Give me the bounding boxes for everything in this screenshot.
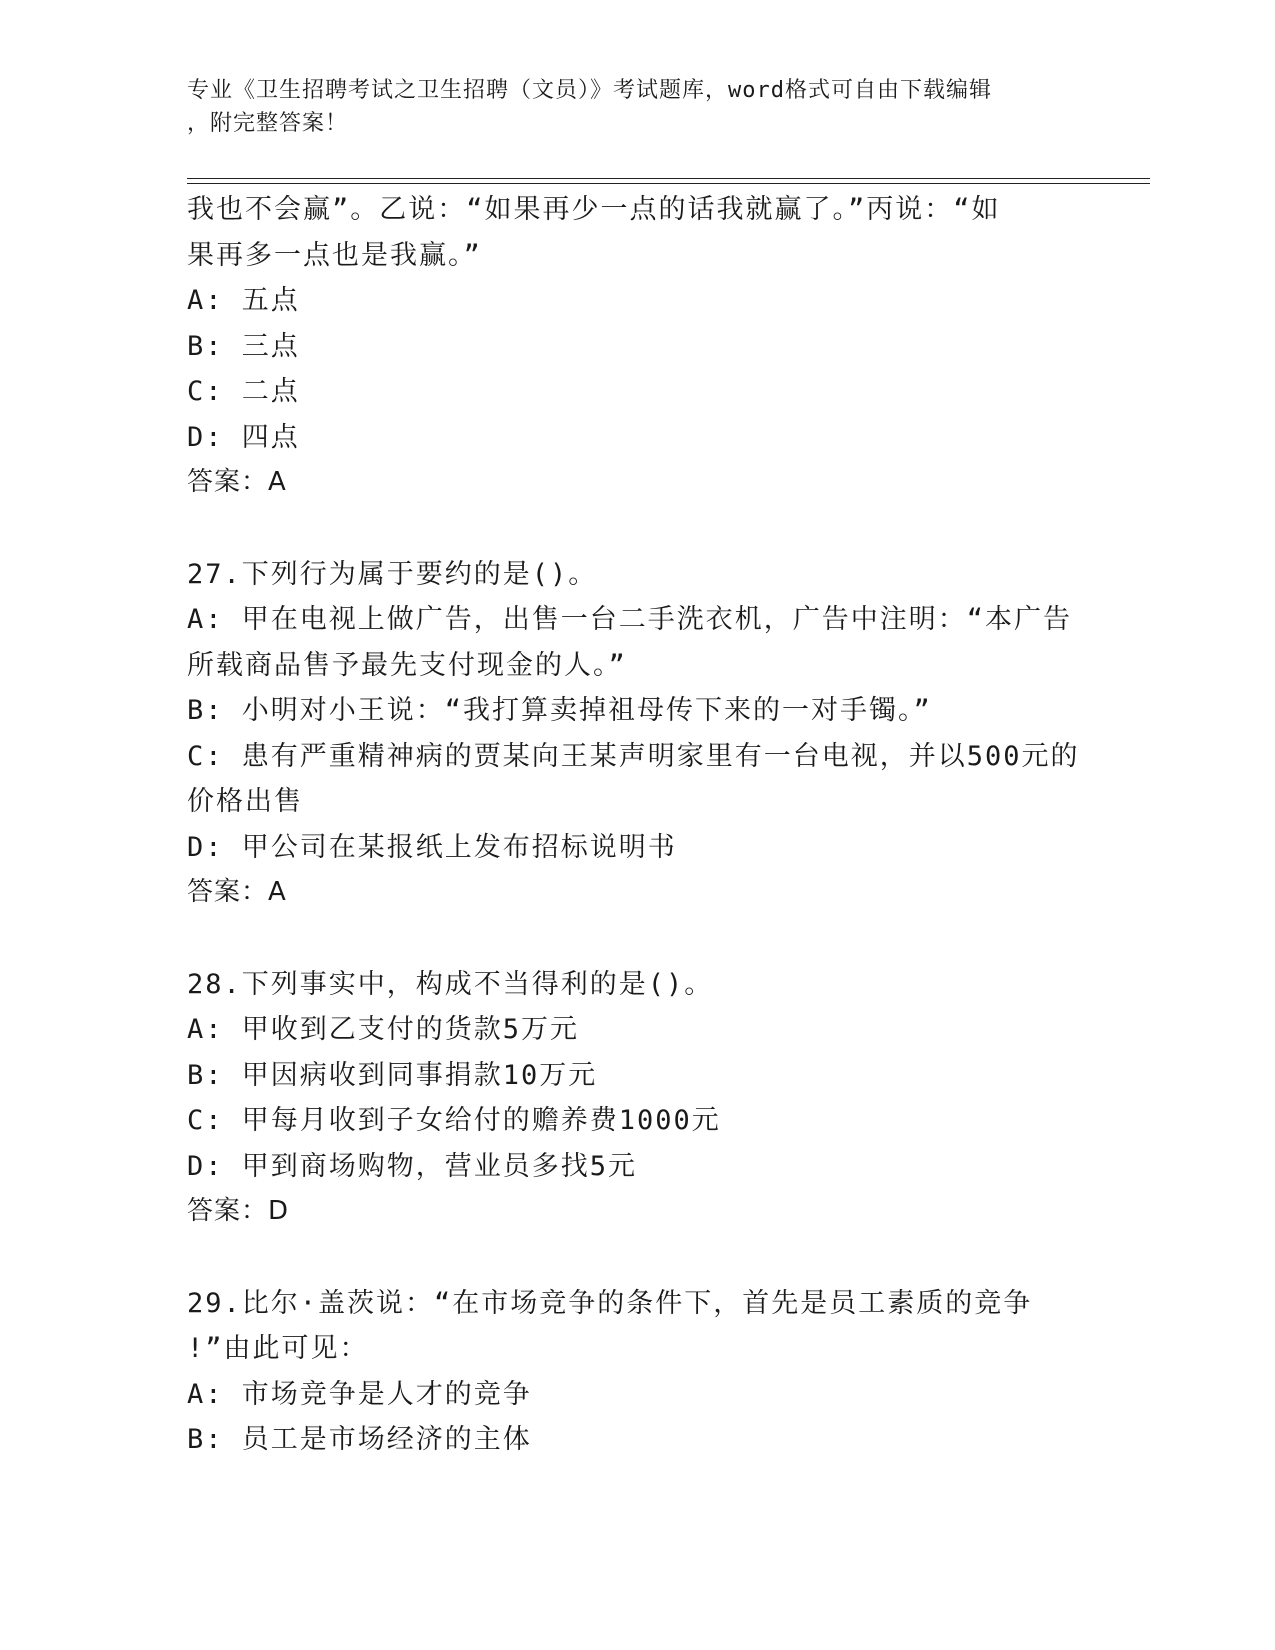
option-a-continuation: 所载商品售予最先支付现金的人。” [187, 649, 627, 681]
option-c: C: 甲每月收到子女给付的赡养费1000元 [187, 1105, 721, 1136]
question-text-line: 果再多一点也是我赢。” [187, 239, 482, 271]
question-26-continuation [187, 187, 1087, 506]
question-stem: 27.下列行为属于要约的是()。 [187, 558, 598, 590]
question-27 [187, 552, 1087, 916]
header-divider-bottom [187, 183, 1150, 184]
answer: 答案：A [187, 877, 287, 907]
option-d: D: 甲到商场购物，营业员多找5元 [187, 1150, 638, 1182]
spacer [187, 916, 1087, 962]
answer: 答案：D [187, 1196, 290, 1226]
question-28 [187, 962, 1087, 1235]
option-d: D: 甲公司在某报纸上发布招标说明书 [187, 831, 677, 863]
question-29 [187, 1281, 1087, 1463]
question-stem: 28.下列事实中，构成不当得利的是()。 [187, 968, 714, 1000]
question-stem: 29.比尔·盖茨说：“在市场竞争的条件下，首先是员工素质的竞争 [187, 1287, 1033, 1319]
question-content [187, 187, 1087, 1463]
option-b: B: 三点 [187, 330, 300, 362]
option-b: B: 小明对小王说：“我打算卖掉祖母传下来的一对手镯。” [187, 695, 932, 726]
option-a: A: 五点 [187, 285, 300, 316]
spacer [187, 1235, 1087, 1281]
option-a: A: 市场竞争是人才的竞争 [187, 1378, 532, 1410]
question-stem-continuation: !”由此可见： [187, 1333, 369, 1364]
option-d: D: 四点 [187, 421, 300, 453]
answer: 答案：A [187, 467, 287, 497]
option-a: A: 甲在电视上做广告，出售一台二手洗衣机，广告中注明：“本广告 [187, 604, 1073, 635]
document-header [187, 74, 1067, 140]
option-c: C: 患有严重精神病的贾某向王某声明家里有一台电视，并以500元的 [187, 740, 1080, 772]
question-text-line: 我也不会赢”。乙说：“如果再少一点的话我就赢了。”丙说：“如 [187, 194, 1001, 225]
option-a: A: 甲收到乙支付的货款5万元 [187, 1014, 580, 1045]
option-b: B: 员工是市场经济的主体 [187, 1424, 532, 1455]
option-c: C: 二点 [187, 376, 300, 407]
option-c-continuation: 价格出售 [187, 786, 303, 817]
header-line-1: 专业《卫生招聘考试之卫生招聘（文员）》考试题库，word格式可自由下载编辑 [187, 78, 992, 103]
header-line-2: ，附完整答案！ [187, 111, 349, 136]
option-b: B: 甲因病收到同事捐款10万元 [187, 1059, 598, 1091]
spacer [187, 506, 1087, 552]
header-divider-top [187, 178, 1150, 179]
